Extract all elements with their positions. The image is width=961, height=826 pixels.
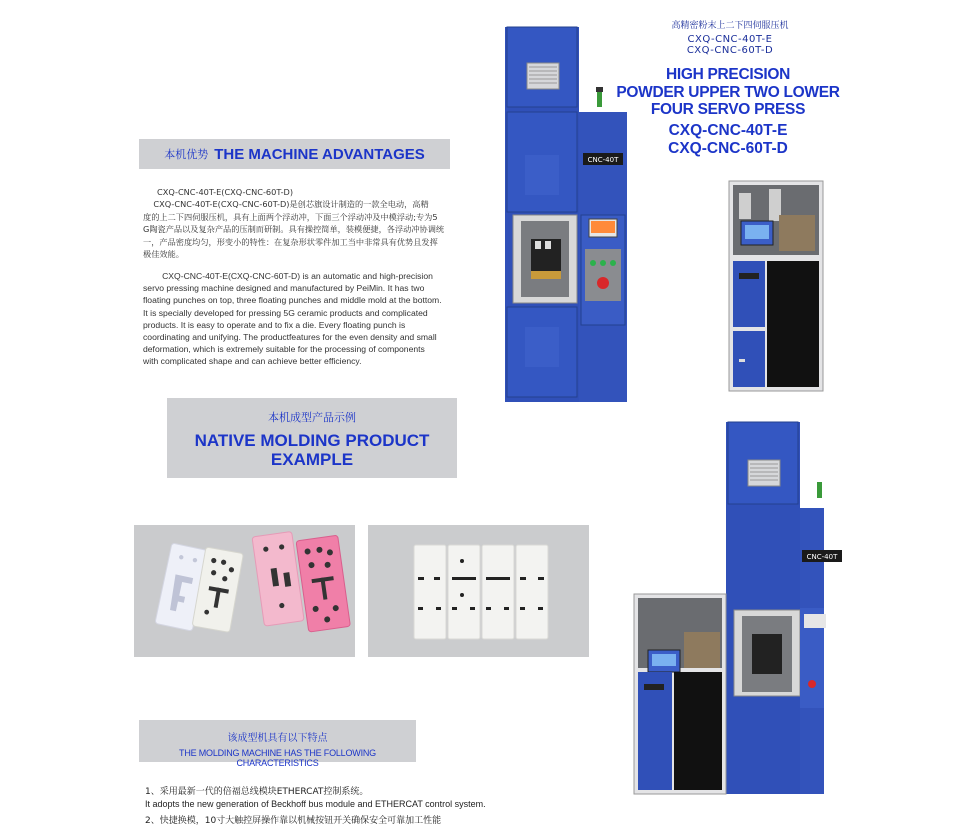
advantages-cn-label: 本机优势 bbox=[164, 148, 209, 161]
en-line: CXQ-CNC-40T-E(CXQ-CNC-60T-D) is an automatic and high-precision bbox=[143, 271, 433, 281]
en-line: It is specially developed for pressing 5G ceramic products and complicated bbox=[143, 307, 428, 318]
en-line: products. It is easy to operate and to fix a die. Every floating punch is bbox=[143, 319, 406, 330]
advantages-en-label: THE MACHINE ADVANTAGES bbox=[214, 145, 425, 163]
characteristic-item-1-en: It adopts the new generation of Beckhoff bus module and ETHERCAT control system. bbox=[145, 799, 486, 809]
molding-en-line-1: NATIVE MOLDING PRODUCT bbox=[194, 431, 430, 450]
product-photo-ceramic-blocks bbox=[134, 525, 355, 657]
en-line: servo pressing machine designed and manufactured by PeiMin. It has two bbox=[143, 283, 425, 294]
machine-label: CNC-40T bbox=[587, 156, 619, 164]
model-small-2: CXQ-CNC-60T-D bbox=[686, 45, 774, 56]
title-line-2: POWDER UPPER TWO LOWER bbox=[616, 83, 840, 101]
machine-photo-combined bbox=[634, 422, 838, 794]
cn-line: 极佳效能。 bbox=[143, 249, 184, 260]
advantages-en-paragraph bbox=[143, 270, 488, 368]
molding-cn-label: 本机成型产品示例 bbox=[268, 411, 356, 424]
characteristic-item-2: 2、快捷换模，10寸大触控屏操作靠以机械按钮开关确保安全可靠加工性能 bbox=[145, 816, 442, 826]
product-en-title bbox=[612, 66, 844, 119]
machine-label: CNC-40T bbox=[806, 553, 838, 561]
characteristics-heading-bar bbox=[139, 720, 416, 768]
machine-photo-front bbox=[505, 27, 627, 402]
en-line: floating punches on top, three floating punches and middle mold at the bottom. bbox=[143, 295, 442, 306]
product-photo-white-plates bbox=[368, 525, 589, 657]
cn-line: CXQ-CNC-40T-E(CXQ-CNC-60T-D) bbox=[157, 187, 294, 197]
cn-line: 一，产品密度均匀，形变小的特性：在复杂形状零件加工当中非常具有优势且发挥 bbox=[143, 236, 438, 247]
en-line: with complicated shape and can achieve better efficiency. bbox=[143, 356, 362, 367]
model-small-1: CXQ-CNC-40T-E bbox=[687, 34, 773, 45]
en-line: deformation, which is extremely suitable for the processing of components bbox=[143, 344, 425, 355]
cn-line: 度的上二下四伺服压机，具有上面两个浮动冲，下面三个浮动冲及中模浮动;专为5 bbox=[143, 211, 438, 222]
cn-line: G陶瓷产品以及复杂产品的压制而研制。具有操控简单，装模便捷，各浮动冲协调统 bbox=[143, 224, 445, 235]
characteristics-cn-label: 该成型机具有以下特点 bbox=[227, 733, 328, 744]
en-line: coordinating and unifying. The productfeatures for the even density and small bbox=[143, 332, 437, 343]
title-line-3: FOUR SERVO PRESS bbox=[650, 101, 806, 118]
molding-en-line-2: EXAMPLE bbox=[270, 450, 354, 469]
molding-en-label bbox=[167, 431, 457, 469]
molding-heading-box bbox=[167, 398, 457, 478]
title-line-1: HIGH PRECISION bbox=[665, 66, 791, 83]
advantages-heading-bar bbox=[139, 139, 450, 169]
model-big-1: CXQ-CNC-40T-E bbox=[668, 122, 788, 139]
characteristic-item-1: 1、采用最新一代的倍福总线模块ETHERCAT控制系统。 bbox=[145, 787, 369, 797]
characteristics-en-label: THE MOLDING MACHINE HAS THE FOLLOWING CHARACTERISTICS bbox=[179, 748, 376, 768]
advantages-cn-paragraph bbox=[143, 186, 488, 260]
product-cn-title: 高精密粉末上二下四伺服压机 bbox=[671, 21, 789, 31]
cn-line: CXQ-CNC-40T-E(CXQ-CNC-60T-D)是创芯旗设计制造的一款全电动，高精 bbox=[143, 199, 429, 210]
model-big-2: CXQ-CNC-60T-D bbox=[668, 140, 788, 157]
machine-photo-open-cabinet bbox=[729, 181, 823, 391]
